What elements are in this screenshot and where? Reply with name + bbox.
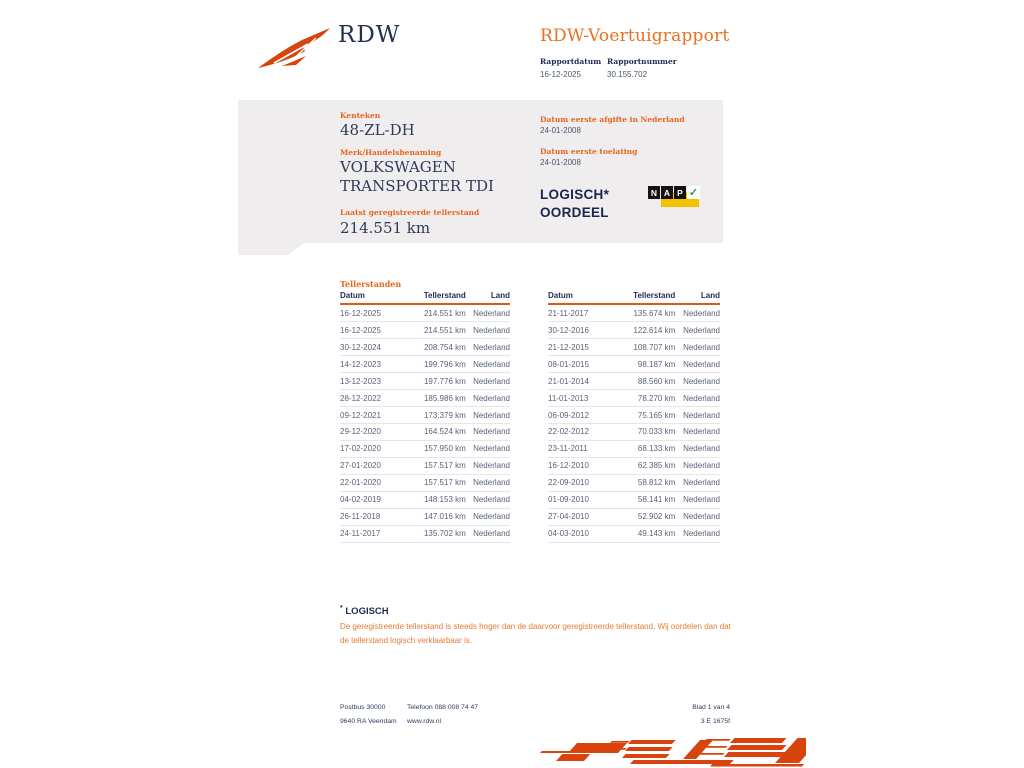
table-cell: 88.560 km xyxy=(617,372,675,389)
table-cell: Nederland xyxy=(675,372,720,389)
table-cell: 122.614 km xyxy=(617,321,675,338)
nap-logo xyxy=(648,186,702,210)
tellerstanden-table-left xyxy=(340,291,510,543)
footer-phone: Telefoon 088 008 74 47 xyxy=(407,704,479,711)
column-header: Land xyxy=(675,291,720,304)
table-row xyxy=(340,338,510,355)
merk-value: VOLKSWAGEN TRANSPORTER TDI xyxy=(340,158,494,195)
table-cell: 199.796 km xyxy=(408,355,466,372)
table-row xyxy=(548,491,720,508)
report-number-label: Rapportnummer xyxy=(607,57,677,66)
table-cell: 157.517 km xyxy=(408,474,466,491)
footer-address xyxy=(340,701,397,728)
table-cell: 208.754 km xyxy=(408,338,466,355)
judgement-line2: OORDEEL xyxy=(540,204,609,220)
table-cell: Nederland xyxy=(466,508,510,525)
table-row xyxy=(340,355,510,372)
table-cell: Nederland xyxy=(675,457,720,474)
table-row xyxy=(340,372,510,389)
table-cell: 09-12-2021 xyxy=(340,406,408,423)
table-cell: 22-02-2012 xyxy=(548,423,617,440)
table-row xyxy=(340,525,510,542)
table-row xyxy=(548,406,720,423)
table-cell: 22-09-2010 xyxy=(548,474,617,491)
table-cell: Nederland xyxy=(675,338,720,355)
table-row xyxy=(340,474,510,491)
table-cell: 49.143 km xyxy=(617,525,675,542)
table-row xyxy=(340,491,510,508)
table-row xyxy=(548,372,720,389)
vehicle-summary-panel-tab xyxy=(238,243,304,255)
table-row xyxy=(340,457,510,474)
table-cell: 27-04-2010 xyxy=(548,508,617,525)
table-cell: 70.033 km xyxy=(617,423,675,440)
table-row xyxy=(548,525,720,542)
table-cell: 52.902 km xyxy=(617,508,675,525)
toelating-value: 24-01-2008 xyxy=(540,158,581,167)
kenteken-value: 48-ZL-DH xyxy=(340,121,415,139)
table-cell: Nederland xyxy=(466,321,510,338)
table-cell: Nederland xyxy=(466,440,510,457)
table-cell: Nederland xyxy=(466,491,510,508)
table-cell: Nederland xyxy=(675,440,720,457)
table-cell: 26-11-2018 xyxy=(340,508,408,525)
kenteken-label: Kenteken xyxy=(340,111,381,120)
table-cell: 21-01-2014 xyxy=(548,372,617,389)
table-cell: Nederland xyxy=(675,389,720,406)
laatste-tellerstand-label: Laatst geregistreerde tellerstand xyxy=(340,208,480,217)
table-cell: 75.165 km xyxy=(617,406,675,423)
table-cell: Nederland xyxy=(466,372,510,389)
table-cell: 29-12-2020 xyxy=(340,423,408,440)
table-cell: 185.986 km xyxy=(408,389,466,406)
table-cell: 78.270 km xyxy=(617,389,675,406)
page-title: RDW-Voertuigrapport xyxy=(540,26,730,46)
table-cell: 24-11-2017 xyxy=(340,525,408,542)
column-header: Datum xyxy=(340,291,408,304)
table-cell: Nederland xyxy=(675,304,720,321)
table-row xyxy=(548,457,720,474)
table-row xyxy=(340,321,510,338)
afgifte-label: Datum eerste afgifte in Nederland xyxy=(540,115,685,124)
table-cell: 214.551 km xyxy=(408,304,466,321)
nap-letter-a: A xyxy=(661,186,673,199)
judgement-text xyxy=(540,186,609,221)
footer-page-info xyxy=(620,701,730,728)
table-cell: 22-01-2020 xyxy=(340,474,408,491)
table-cell: 147.016 km xyxy=(408,508,466,525)
column-header: Tellerstand xyxy=(408,291,466,304)
footer-website: www.rdw.nl xyxy=(407,717,441,725)
table-cell: Nederland xyxy=(466,457,510,474)
column-header: Datum xyxy=(548,291,617,304)
table-cell: 58.141 km xyxy=(617,491,675,508)
table-row xyxy=(340,508,510,525)
report-number-value: 30.155.702 xyxy=(607,70,648,79)
table-cell: 148.153 km xyxy=(408,491,466,508)
nap-letter-p: P xyxy=(674,186,686,199)
table-cell: 30-12-2024 xyxy=(340,338,408,355)
table-cell: 68.133 km xyxy=(617,440,675,457)
report-date-value: 16-12-2025 xyxy=(540,70,581,79)
table-cell: 30-12-2016 xyxy=(548,321,617,338)
table-row xyxy=(340,389,510,406)
table-cell: 16-12-2010 xyxy=(548,457,617,474)
table-cell: Nederland xyxy=(675,474,720,491)
footer-contact xyxy=(407,701,478,728)
column-header: Land xyxy=(466,291,510,304)
table-cell: 135.702 km xyxy=(408,525,466,542)
table-cell: 214.551 km xyxy=(408,321,466,338)
table-cell: Nederland xyxy=(675,321,720,338)
table-cell: 108.707 km xyxy=(617,338,675,355)
table-cell: 21-12-2015 xyxy=(548,338,617,355)
table-cell: 06-09-2012 xyxy=(548,406,617,423)
table-cell: 197.776 km xyxy=(408,372,466,389)
table-cell: 58.812 km xyxy=(617,474,675,491)
report-date-label: Rapportdatum xyxy=(540,57,602,66)
table-cell: Nederland xyxy=(466,423,510,440)
footnote-star: * xyxy=(340,605,343,612)
table-cell: 14-12-2023 xyxy=(340,355,408,372)
merk-label: Merk/Handelsbenaming xyxy=(340,148,442,157)
table-row xyxy=(340,440,510,457)
table-row xyxy=(548,474,720,491)
table-cell: Nederland xyxy=(675,491,720,508)
table-cell: Nederland xyxy=(466,304,510,321)
report-date-field xyxy=(540,57,601,79)
rdw-wordmark: RDW xyxy=(338,22,401,48)
table-cell: 164.524 km xyxy=(408,423,466,440)
table-cell: Nederland xyxy=(466,389,510,406)
table-cell: 157.950 km xyxy=(408,440,466,457)
report-number-field xyxy=(607,57,677,79)
footnote-text: De geregistreerde tellerstand is steeds hoger dan de daarvoor geregistreerde tellerstand. Wij oordelen dan dat de tellerstand logisch verklaarbaar is. xyxy=(340,622,731,645)
column-header: Tellerstand xyxy=(617,291,675,304)
table-cell: Nederland xyxy=(466,355,510,372)
table-row xyxy=(548,321,720,338)
table-cell: 157.517 km xyxy=(408,457,466,474)
table-cell: 16-12-2025 xyxy=(340,321,408,338)
table-row xyxy=(548,389,720,406)
tellerstanden-heading: Tellerstanden xyxy=(340,279,402,289)
table-cell: 27-01-2020 xyxy=(340,457,408,474)
table-cell: Nederland xyxy=(466,474,510,491)
table-cell: 21-11-2017 xyxy=(548,304,617,321)
table-row xyxy=(340,423,510,440)
footer-form-code: 3 E 1675f xyxy=(700,717,730,725)
toelating-label: Datum eerste toelating xyxy=(540,147,638,156)
table-row xyxy=(340,304,510,321)
table-row xyxy=(548,304,720,321)
nap-letter-n: N xyxy=(648,186,660,199)
table-cell: 01-09-2010 xyxy=(548,491,617,508)
table-cell: Nederland xyxy=(466,406,510,423)
rdw-wing-icon xyxy=(256,22,332,72)
footer-address-line1: Postbus 30000 xyxy=(340,704,386,711)
table-cell: 23-11-2011 xyxy=(548,440,617,457)
laatste-tellerstand-value: 214.551 km xyxy=(340,219,431,237)
table-cell: 28-12-2022 xyxy=(340,389,408,406)
table-cell: Nederland xyxy=(675,423,720,440)
table-row xyxy=(340,406,510,423)
rdw-stripes-graphic xyxy=(540,737,806,768)
table-cell: 17-02-2020 xyxy=(340,440,408,457)
table-cell: 04-03-2010 xyxy=(548,525,617,542)
footer-page-number: Blad 1 van 4 xyxy=(692,704,730,711)
table-cell: 08-01-2015 xyxy=(548,355,617,372)
table-cell: Nederland xyxy=(675,525,720,542)
footer-address-line2: 9640 RA Veendam xyxy=(340,717,397,725)
table-row xyxy=(548,423,720,440)
table-cell: 16-12-2025 xyxy=(340,304,408,321)
table-cell: 11-01-2013 xyxy=(548,389,617,406)
table-cell: Nederland xyxy=(466,338,510,355)
table-cell: Nederland xyxy=(466,525,510,542)
table-cell: 04-02-2019 xyxy=(340,491,408,508)
table-row xyxy=(548,508,720,525)
table-cell: 173.379 km xyxy=(408,406,466,423)
table-cell: Nederland xyxy=(675,406,720,423)
table-cell: 135.674 km xyxy=(617,304,675,321)
nap-checkmark-icon: ✓ xyxy=(688,187,699,199)
footnote-title: * LOGISCH xyxy=(340,605,389,618)
table-cell: Nederland xyxy=(675,355,720,372)
table-cell: Nederland xyxy=(675,508,720,525)
table-cell: 62.385 km xyxy=(617,457,675,474)
table-row xyxy=(548,338,720,355)
table-row xyxy=(548,355,720,372)
table-cell: 98.187 km xyxy=(617,355,675,372)
afgifte-value: 24-01-2008 xyxy=(540,126,581,135)
table-cell: 13-12-2023 xyxy=(340,372,408,389)
tellerstanden-table-right xyxy=(548,291,720,543)
table-row xyxy=(548,440,720,457)
judgement-line1: LOGISCH* xyxy=(540,187,610,202)
